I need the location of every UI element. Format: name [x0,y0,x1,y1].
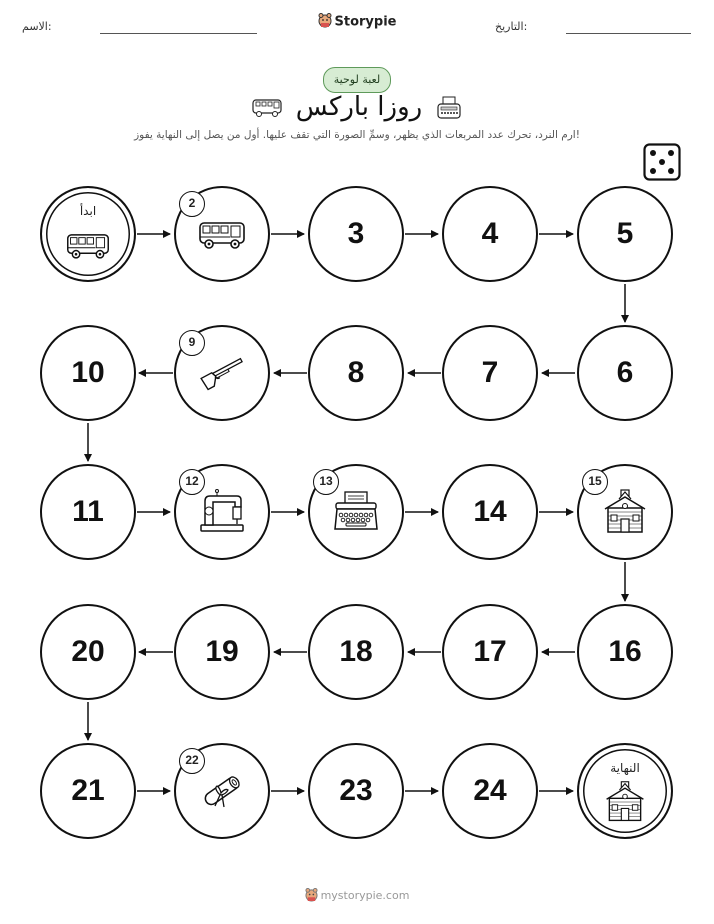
board-cell-23 [308,743,404,839]
cell-number-badge: 22 [179,748,205,774]
diploma-scroll-icon [197,766,247,816]
board-cell-15 [577,464,673,560]
board-cell-24 [442,743,538,839]
board-cell-10 [40,325,136,421]
cell-number: 24 [473,774,507,807]
board-cell-13 [308,464,404,560]
cell-number: 19 [205,635,239,668]
bus-icon [197,209,247,259]
schoolhouse-icon [602,779,648,825]
board-cell-12 [174,464,270,560]
cell-number-badge: 9 [179,330,205,356]
game-type-tag: لعبة لوحية [323,67,391,93]
board-cell-5 [577,186,673,282]
board-cell-start [40,186,136,282]
cell-number: 14 [473,495,507,528]
board-cell-9 [174,325,270,421]
sewing-machine-icon [197,487,247,537]
cell-number: 21 [71,774,105,807]
instructions: ارم النرد، تحرك عدد المربعات الذي يظهر، وسمِّ الصورة التي تقف عليها. أول من يصل إلى النهاية يفوز! [134,129,580,141]
board-cell-18 [308,604,404,700]
board-cell-4 [442,186,538,282]
board-cell-21 [40,743,136,839]
cell-number: 17 [473,635,507,668]
title-text: روزا باركس [295,92,423,122]
board-cell-2 [174,186,270,282]
board-cell-3 [308,186,404,282]
name-label: الاسم: [22,20,52,33]
board-cell-16 [577,604,673,700]
start-label: ابدأ [79,204,97,218]
cell-number: 18 [339,635,373,668]
cell-number: 20 [71,635,105,668]
cell-number: 23 [339,774,373,807]
cell-number-badge: 12 [179,469,205,495]
board-cell-8 [308,325,404,421]
board-cell-17 [442,604,538,700]
footer [0,887,714,905]
board-cell-6 [577,325,673,421]
date-label: التاريخ: [495,20,528,33]
cell-number-badge: 2 [179,191,205,217]
board-cell-11 [40,464,136,560]
schoolhouse-icon [600,487,650,537]
cell-number: 3 [347,217,365,250]
cell-number: 11 [72,495,104,528]
cell-number: 4 [481,217,499,250]
cell-number: 10 [71,356,105,389]
board-cell-19 [174,604,270,700]
storypie-logo-icon [305,887,318,905]
brand-name: Storypie [334,14,397,30]
cell-number: 16 [608,635,642,668]
board-cell-22 [174,743,270,839]
cell-number: 8 [347,356,365,389]
board-cell-end [577,743,673,839]
board-cell-14 [442,464,538,560]
cell-number-badge: 13 [313,469,339,495]
rifle-icon [197,348,247,398]
cell-number: 6 [616,356,634,389]
board-cell-20 [40,604,136,700]
board-cell-7 [442,325,538,421]
footer-url[interactable]: mystorypie.com [320,889,410,902]
bus-icon [65,222,111,268]
cell-number-badge: 15 [582,469,608,495]
typewriter-icon [331,487,381,537]
cell-number: 7 [481,356,499,389]
end-label: النهاية [610,761,640,775]
cell-number: 5 [616,217,634,250]
